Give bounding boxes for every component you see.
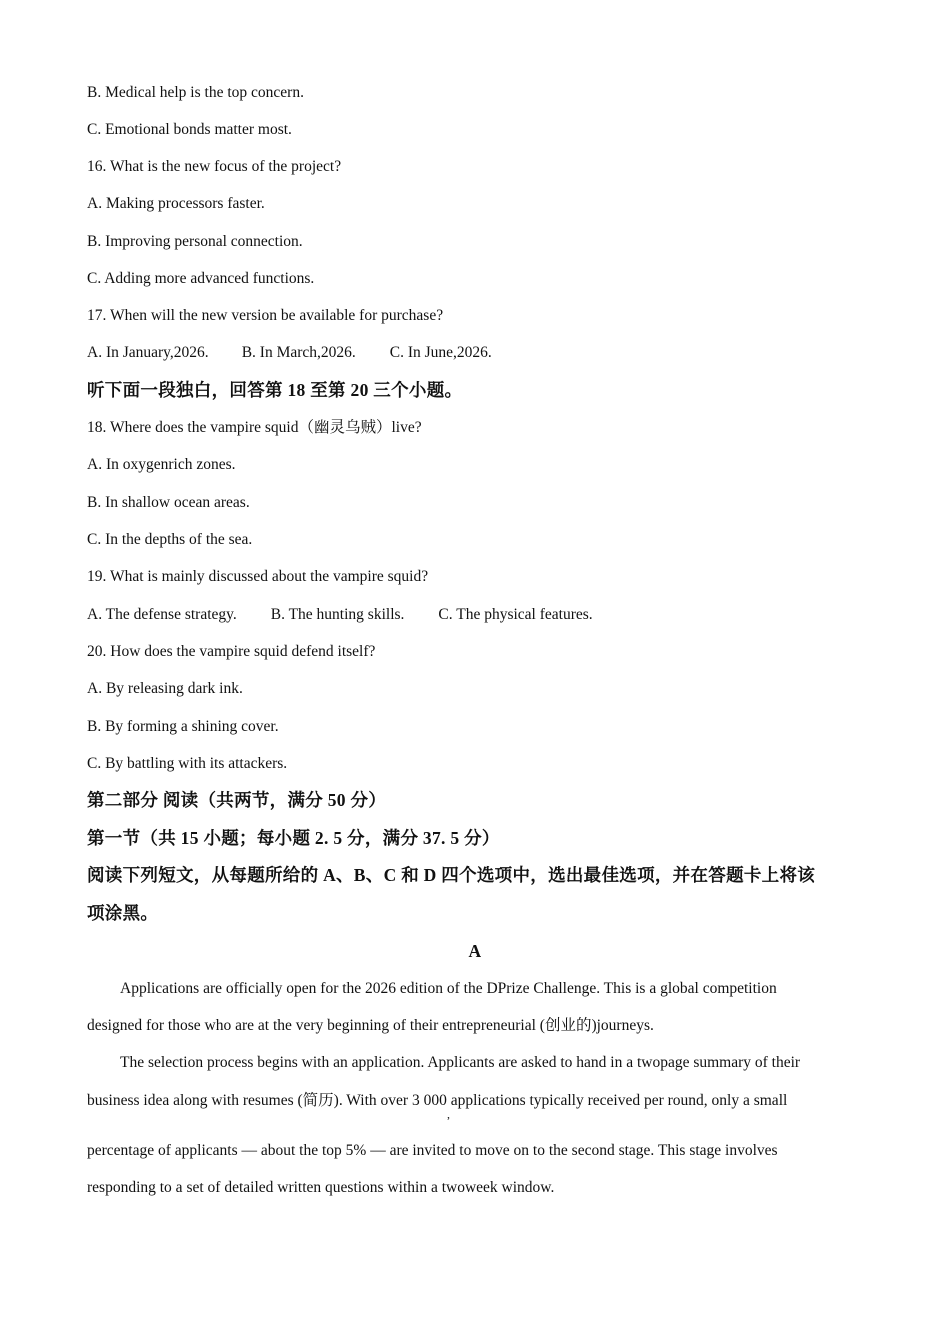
q19-options — [87, 605, 593, 625]
paragraph2-line3: percentage of applicants — about the top 5% — are invited to move on to the second stage. This stage involves — [87, 1142, 778, 1159]
q16-option-b: B. Improving personal connection. — [87, 233, 303, 250]
question-16: 16. What is the new focus of the project? — [87, 158, 342, 175]
question-17: 17. When will the new version be available for purchase? — [87, 307, 444, 324]
stray-comma-mark: , — [447, 1107, 450, 1121]
question-19: 19. What is mainly discussed about the vampire squid? — [87, 568, 429, 585]
question-18: 18. Where does the vampire squid（幽灵乌贼）live? — [87, 419, 422, 436]
q19-option-b: B. The hunting skills. — [270, 606, 405, 623]
q18-option-a: A. In oxygenrich zones. — [87, 456, 236, 473]
reading-instruction-line2: 项涂黑。 — [87, 903, 159, 923]
q19-option-a: A. The defense strategy. — [87, 606, 237, 623]
q17-option-b: B. In March,2026. — [241, 344, 356, 361]
paragraph2-line2: business idea along with resumes (简历). With over 3 000 applications typically received per round, only a small — [87, 1092, 788, 1109]
paragraph2-line4: responding to a set of detailed written questions within a twoweek window. — [87, 1179, 555, 1196]
paragraph2-line1: The selection process begins with an application. Applicants are asked to hand in a twopage summary of their — [120, 1054, 801, 1071]
q20-option-c: C. By battling with its attackers. — [87, 755, 288, 772]
part2-heading: 第二部分 阅读（共两节，满分 50 分） — [87, 790, 387, 810]
paragraph1-line2: designed for those who are at the very beginning of their entrepreneurial (创业的)journeys. — [87, 1017, 654, 1034]
q17-options — [87, 343, 492, 363]
section1-heading: 第一节（共 15 小题；每小题 2. 5 分，满分 37. 5 分） — [87, 828, 500, 848]
q16-option-c: C. Adding more advanced functions. — [87, 270, 315, 287]
q15-option-b: B. Medical help is the top concern. — [87, 84, 304, 101]
q19-option-c: C. The physical features. — [438, 606, 593, 623]
paragraph1-line1: Applications are officially open for the 2026 edition of the DPrize Challenge. This is a global competition — [120, 980, 777, 997]
q17-option-a: A. In January,2026. — [87, 344, 209, 361]
monologue-instruction: 听下面一段独白，回答第 18 至第 20 三个小题。 — [87, 380, 463, 400]
q18-option-b: B. In shallow ocean areas. — [87, 494, 250, 511]
q20-option-b: B. By forming a shining cover. — [87, 718, 279, 735]
question-20: 20. How does the vampire squid defend itself? — [87, 643, 376, 660]
q17-option-c: C. In June,2026. — [389, 344, 492, 361]
q20-option-a: A. By releasing dark ink. — [87, 680, 243, 697]
passage-label: A — [468, 941, 482, 961]
reading-instruction-line1: 阅读下列短文，从每题所给的 A、B、C 和 D 四个选项中，选出最佳选项，并在答题卡上将该 — [87, 865, 816, 885]
q18-option-c: C. In the depths of the sea. — [87, 531, 253, 548]
q16-option-a: A. Making processors faster. — [87, 195, 265, 212]
q15-option-c: C. Emotional bonds matter most. — [87, 121, 292, 138]
